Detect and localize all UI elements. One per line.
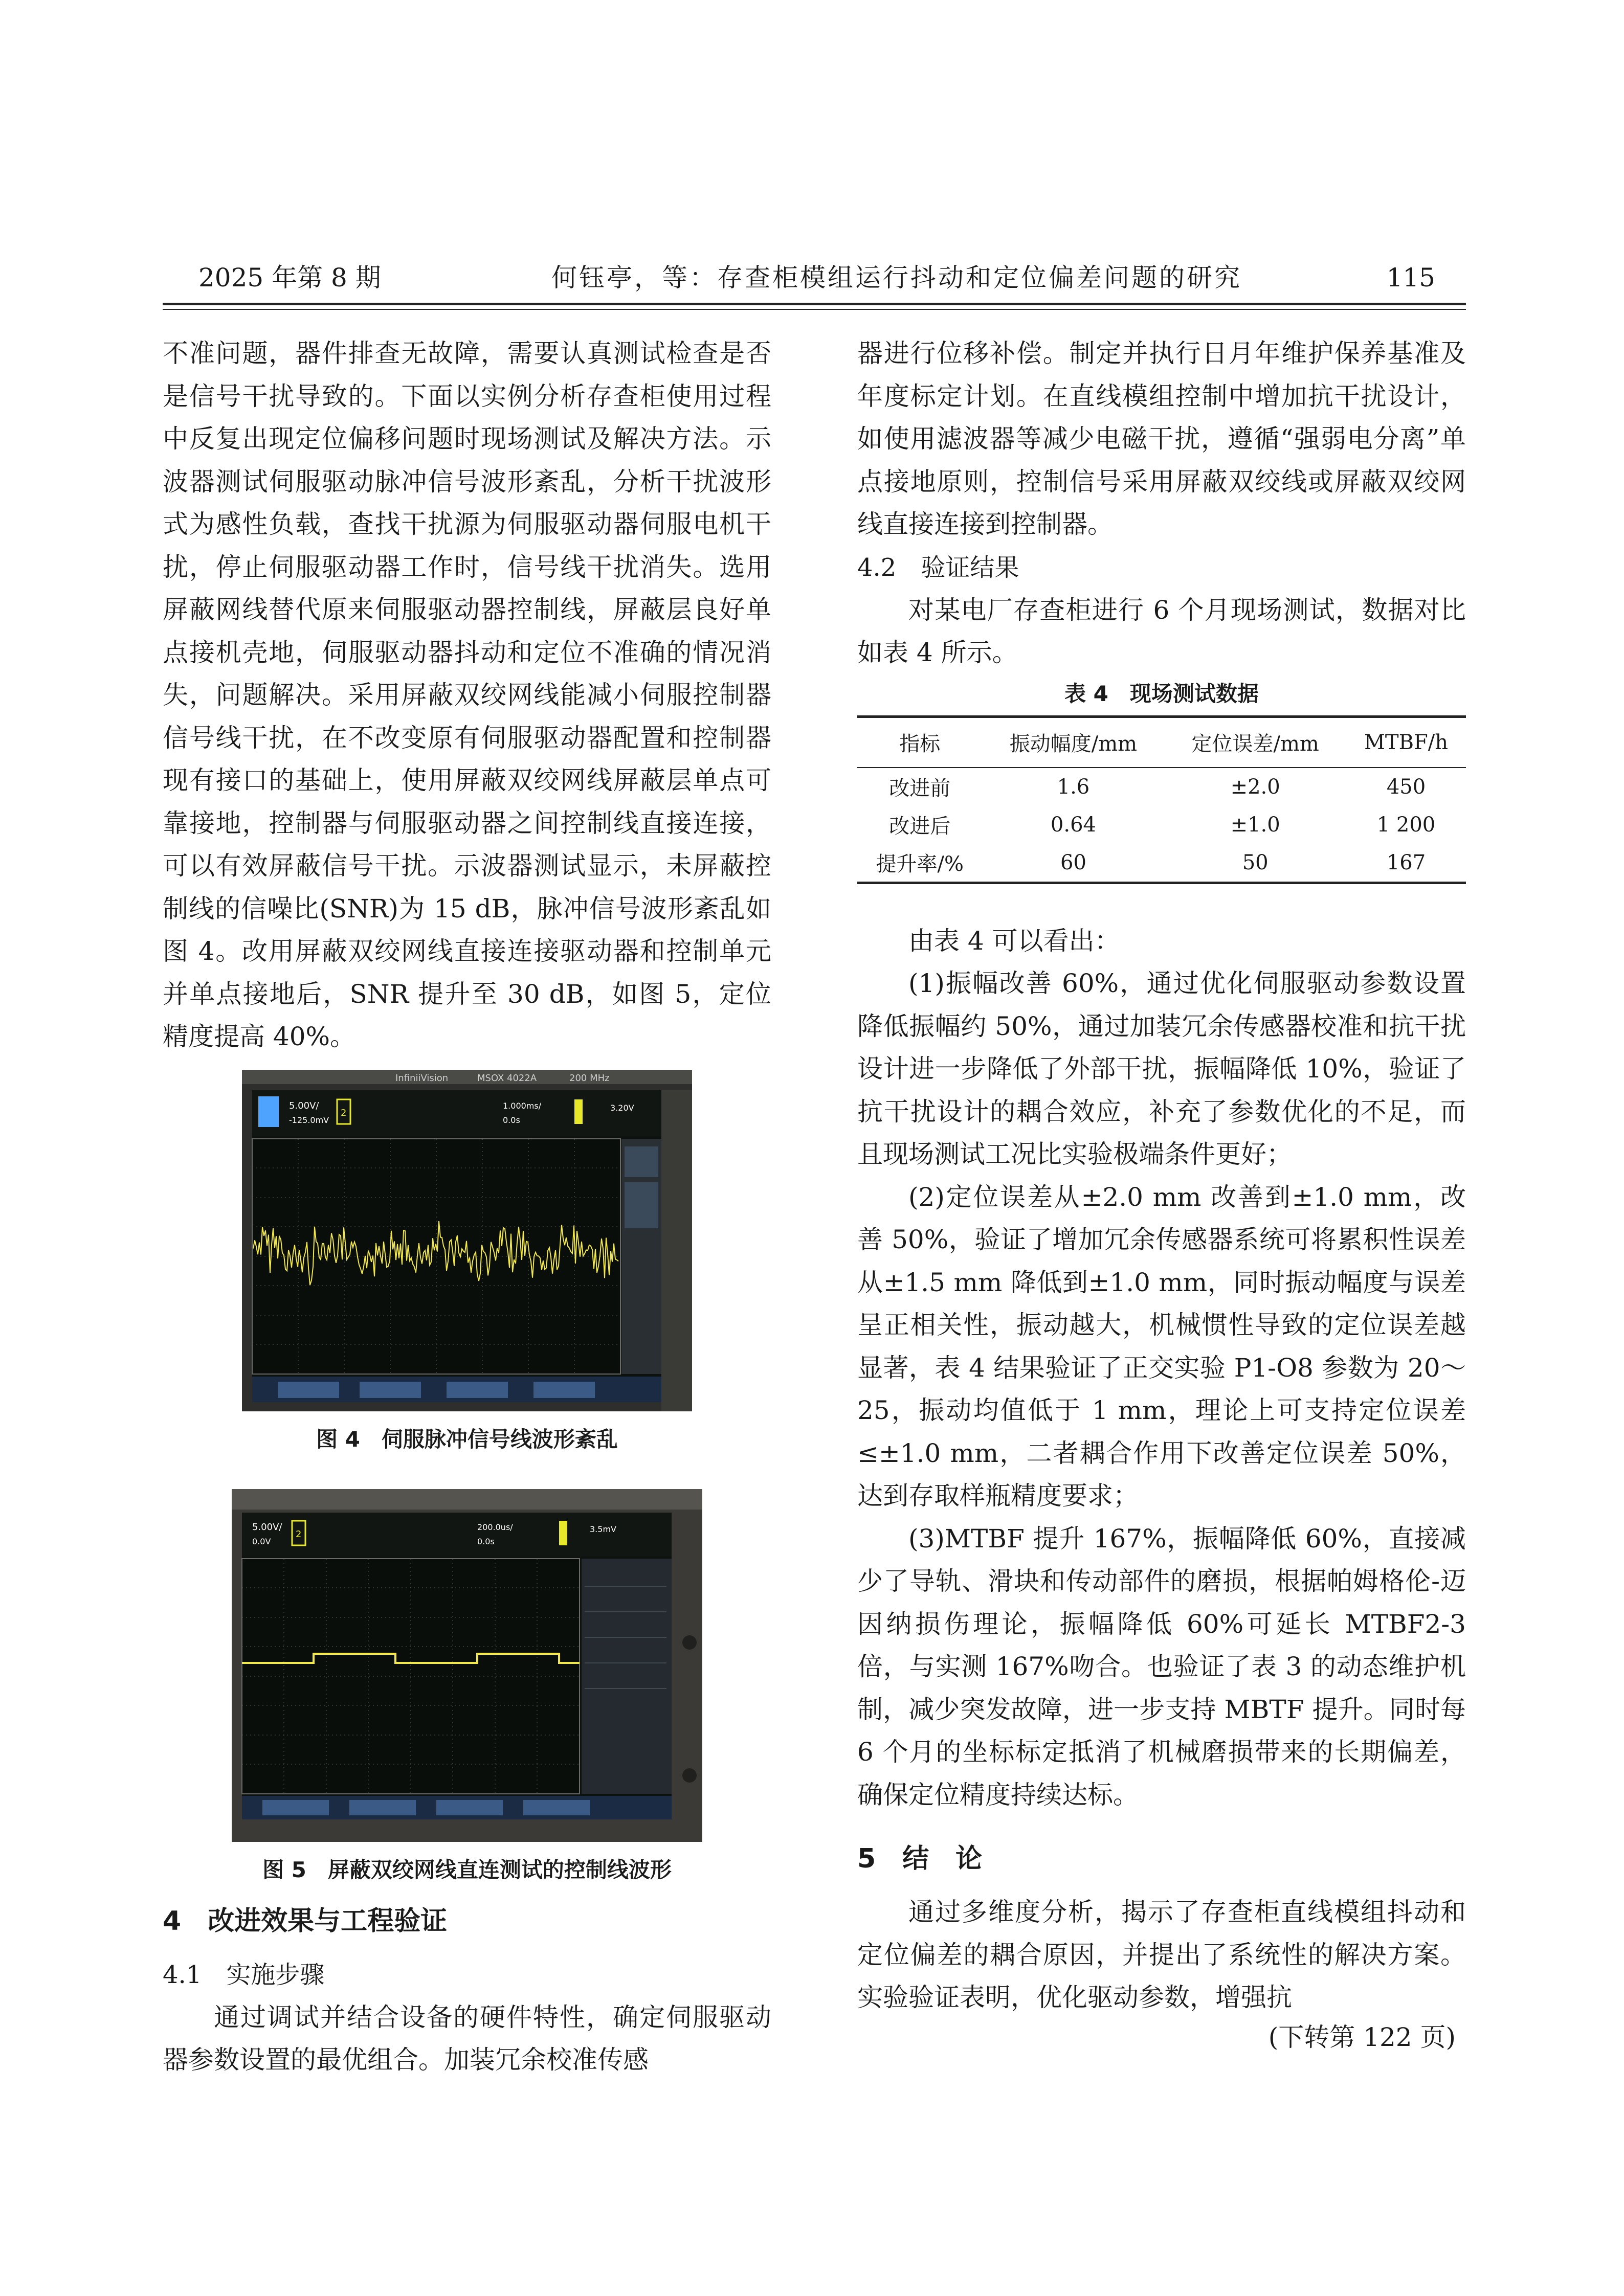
figure-4 [242, 1070, 692, 1453]
table-cell: 改进前 [889, 777, 951, 800]
running-title: 何钰亭，等：存查柜模组运行抖动和定位偏差问题的研究 [551, 263, 1242, 292]
paragraph: 通过调试并结合设备的硬件特性，确定伺服驱动器参数设置的最优组合。加装冗余校准传感 [163, 2002, 771, 2075]
paragraph: 对某电厂存查柜进行 6 个月现场测试，数据对比如表 4 所示。 [857, 595, 1466, 667]
channel-number: 2 [341, 1107, 347, 1118]
trigger-level: 3.20V [610, 1102, 634, 1113]
figure-4-caption: 图 4 伺服脉冲信号线波形紊乱 [316, 1426, 618, 1452]
issue-label: 2025 年第 8 期 [198, 263, 381, 292]
channel-number: 2 [296, 1528, 302, 1540]
paragraph: (2)定位误差从±2.0 mm 改善到±1.0 mm，改善 50%，验证了增加冗余传感器系统可将累积性误差从±1.5 mm 降低到±1.0 mm，同时振动幅度与误差呈正相关性，振动越大，机械惯性导致的定位误差越显著，表 4 结果验证了正交实验 P1-O8 参数为 20～25，振动均值低于 1 mm，理论上可支持定位误差≤±1.0 mm，二者耦合作用下改善定位误差 50%，达到存取样瓶精度要求； [857, 1182, 1466, 1511]
table-cell: 50 [1242, 850, 1269, 874]
paragraph: 器进行位移补偿。制定并执行日月年维护保养基准及年度标定计划。在直线模组控制中增加抗干扰设计，如使用滤波器等减少电磁干扰，遵循“强弱电分离”单点接地原则，控制信号采用屏蔽双绞线或屏蔽双绞网线直接连接到控制器。 [857, 339, 1466, 539]
figure-5-caption: 图 5 屏蔽双绞网线直连测试的控制线波形 [262, 1857, 672, 1882]
table-cell: 0.64 [1050, 813, 1096, 837]
trigger-level: 3.5mV [590, 1524, 616, 1534]
time-position: 0.0s [503, 1115, 520, 1125]
paragraph: (3)MTBF 提升 167%，振幅降低 60%，直接减少了导轨、滑块和传动部件的磨损，根据帕姆格伦-迈因纳损伤理论，振幅降低 60%可延长 MTBF2-3 倍，与实测 167%吻合。也验证了表 3 的动态维护机制，减少突发故障，进一步支持 MBTF 提升。同时每 6 个月的坐标标定抵消了机械磨损带来的长期偏差，确保定位精度持续达标。 [857, 1523, 1466, 1810]
running-header [163, 256, 1466, 300]
section-heading: 4 改进效果与工程验证 [163, 1905, 448, 1937]
paragraph: 通过多维度分析，揭示了存查柜直线模组抖动和定位偏差的耦合原因，并提出了系统性的解决方案。实验验证表明，优化驱动参数，增强抗 [857, 1897, 1466, 2012]
table-header-cell: 振动幅度/mm [1009, 732, 1138, 756]
table-row [857, 806, 1466, 844]
table-cell: 60 [1060, 850, 1086, 874]
table-header-cell: 指标 [899, 732, 941, 756]
figure-5 [232, 1489, 702, 1884]
oscilloscope-photo-noisy [242, 1070, 692, 1411]
table-4 [857, 715, 1466, 884]
subsection-heading: 4.1 实施步骤 [163, 1960, 325, 1989]
channel-offset: -125.0mV [289, 1115, 329, 1125]
scope-brand: InfiniiVision [395, 1072, 449, 1084]
time-scale: 1.000ms/ [503, 1100, 542, 1111]
header-rule-thin [163, 309, 1466, 310]
left-column [163, 332, 771, 2082]
table-header-cell: MTBF/h [1364, 730, 1448, 754]
oscilloscope-screen-fig4 [242, 1070, 692, 1411]
table-cell: 450 [1386, 775, 1426, 799]
time-scale: 200.0us/ [477, 1522, 513, 1532]
scope-bandwidth: 200 MHz [569, 1072, 610, 1084]
time-position: 0.0s [477, 1536, 495, 1546]
table-cell: 1.6 [1057, 775, 1090, 799]
table-cell: 1 200 [1376, 813, 1436, 837]
table-header-cell: 定位误差/mm [1191, 732, 1319, 756]
table-header-row [857, 716, 1466, 768]
table-cell: 改进后 [889, 815, 951, 838]
channel-scale: 5.00V/ [252, 1521, 282, 1533]
table-cell: ±2.0 [1230, 775, 1280, 799]
table-cell: 167 [1386, 850, 1426, 874]
table-cell: ±1.0 [1230, 813, 1280, 837]
table-cell: 提升率/% [876, 852, 964, 876]
header-rule-thick [163, 303, 1466, 305]
paragraph: 由表 4 可以看出： [908, 926, 1120, 956]
subsection-heading: 4.2 验证结果 [857, 553, 1019, 582]
channel-scale: 5.00V/ [289, 1100, 319, 1111]
oscilloscope-photo-clean [232, 1489, 702, 1842]
paragraph: 不准问题，器件排查无故障，需要认真测试检查是否是信号干扰导致的。下面以实例分析存查柜使用过程中反复出现定位偏移问题时现场测试及解决方法。示波器测试伺服驱动脉冲信号波形紊乱，分析干扰波形式为感性负载，查找干扰源为伺服驱动器伺服电机干扰，停止伺服驱动器工作时，信号线干扰消失。选用屏蔽网线替代原来伺服驱动器控制线，屏蔽层良好单点接机壳地，伺服驱动器抖动和定位不准确的情况消失，问题解决。采用屏蔽双绞网线能减小伺服控制器信号线干扰，在不改变原有伺服驱动器配置和控制器现有接口的基础上，使用屏蔽双绞网线屏蔽层单点可靠接地，控制器与伺服驱动器之间控制线直接连接，可以有效屏蔽信号干扰。示波器测试显示，未屏蔽控制线的信噪比(SNR)为 15 dB，脉冲信号波形紊乱如图 4。改用屏蔽双绞网线直接连接驱动器和控制单元并单点接地后，SNR 提升至 30 dB，如图 5，定位精度提高 40%。 [163, 339, 771, 1051]
paragraph: (1)振幅改善 60%，通过优化伺服驱动参数设置降低振幅约 50%，通过加装冗余传感器校准和抗干扰设计进一步降低了外部干扰，振幅降低 10%，验证了抗干扰设计的耦合效应，补充了参数优化的不足，而且现场测试工况比实验极端条件更好； [857, 969, 1466, 1169]
channel-offset: 0.0V [252, 1536, 271, 1546]
page-number: 115 [1386, 263, 1435, 292]
table-row [857, 768, 1466, 806]
continuation-note: (下转第 122 页) [1268, 2022, 1456, 2052]
section-heading: 5 结 论 [857, 1843, 983, 1874]
channel-1-icon [258, 1096, 279, 1127]
table-row [857, 844, 1466, 883]
right-column [857, 332, 1466, 2055]
table-4-caption: 表 4 现场测试数据 [1064, 681, 1259, 706]
scope-model: MSOX 4022A [477, 1072, 537, 1084]
oscilloscope-screen-fig5 [232, 1489, 702, 1842]
